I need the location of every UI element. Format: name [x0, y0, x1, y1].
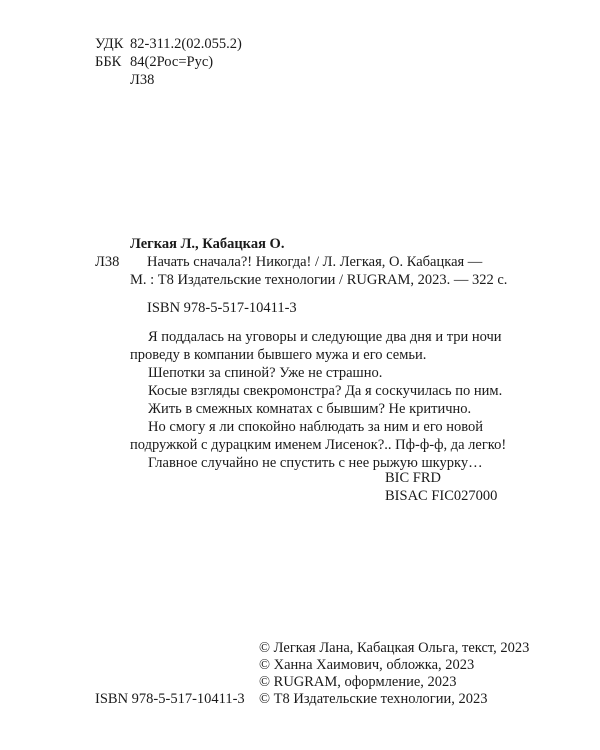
annotation-paragraph: Жить в смежных комнатах с бывшим? Не критично. [148, 401, 472, 417]
copyright-line: © RUGRAM, оформление, 2023 [259, 674, 457, 690]
bisac-code: BISAC FIC027000 [385, 488, 498, 504]
udk-label: УДК [95, 36, 124, 52]
annotation-paragraph: Но смогу я ли спокойно наблюдать за ним и его новой подружкой с дурацким именем Лисенок?.. Пф-ф-ф, да легко! [130, 419, 507, 453]
copyright-line: © Легкая Лана, Кабацкая Ольга, текст, 2023 [259, 640, 530, 656]
annotation-paragraph: Косые взгляды свекромонстра? Да я соскучилась по ним. [148, 383, 503, 399]
annotation [130, 328, 530, 472]
author-mark-top: Л38 [130, 72, 155, 88]
entry-imprint-line: М. : Т8 Издательские технологии / RUGRAM, 2023. — 322 с. [130, 272, 508, 288]
entry-title-line: Начать сначала?! Никогда! / Л. Легкая, О. Кабацкая — [147, 254, 483, 270]
bbk-label: ББК [95, 54, 122, 70]
entry-isbn: ISBN 978-5-517-10411-3 [147, 300, 297, 316]
entry-author-mark: Л38 [95, 254, 120, 270]
copyright-block [259, 640, 529, 708]
annotation-paragraph: Шепотки за спиной? Уже не страшно. [148, 365, 383, 381]
copyright-line: © Т8 Издательские технологии, 2023 [259, 691, 488, 707]
annotation-paragraph: Я поддалась на уговоры и следующие два дня и три ночи проведу в компании бывшего мужа и его семьи. [130, 329, 502, 363]
bic-code: BIC FRD [385, 470, 442, 486]
udk-value: 82-311.2(02.055.2) [130, 36, 242, 52]
bbk-value: 84(2Рос=Рус) [130, 54, 214, 70]
copyright-line: © Ханна Хаимович, обложка, 2023 [259, 657, 475, 673]
footer-isbn: ISBN 978-5-517-10411-3 [95, 691, 245, 707]
entry-heading: Легкая Л., Кабацкая О. [130, 236, 285, 252]
annotation-paragraph: Главное случайно не спустить с нее рыжую шкурку… [148, 455, 483, 471]
